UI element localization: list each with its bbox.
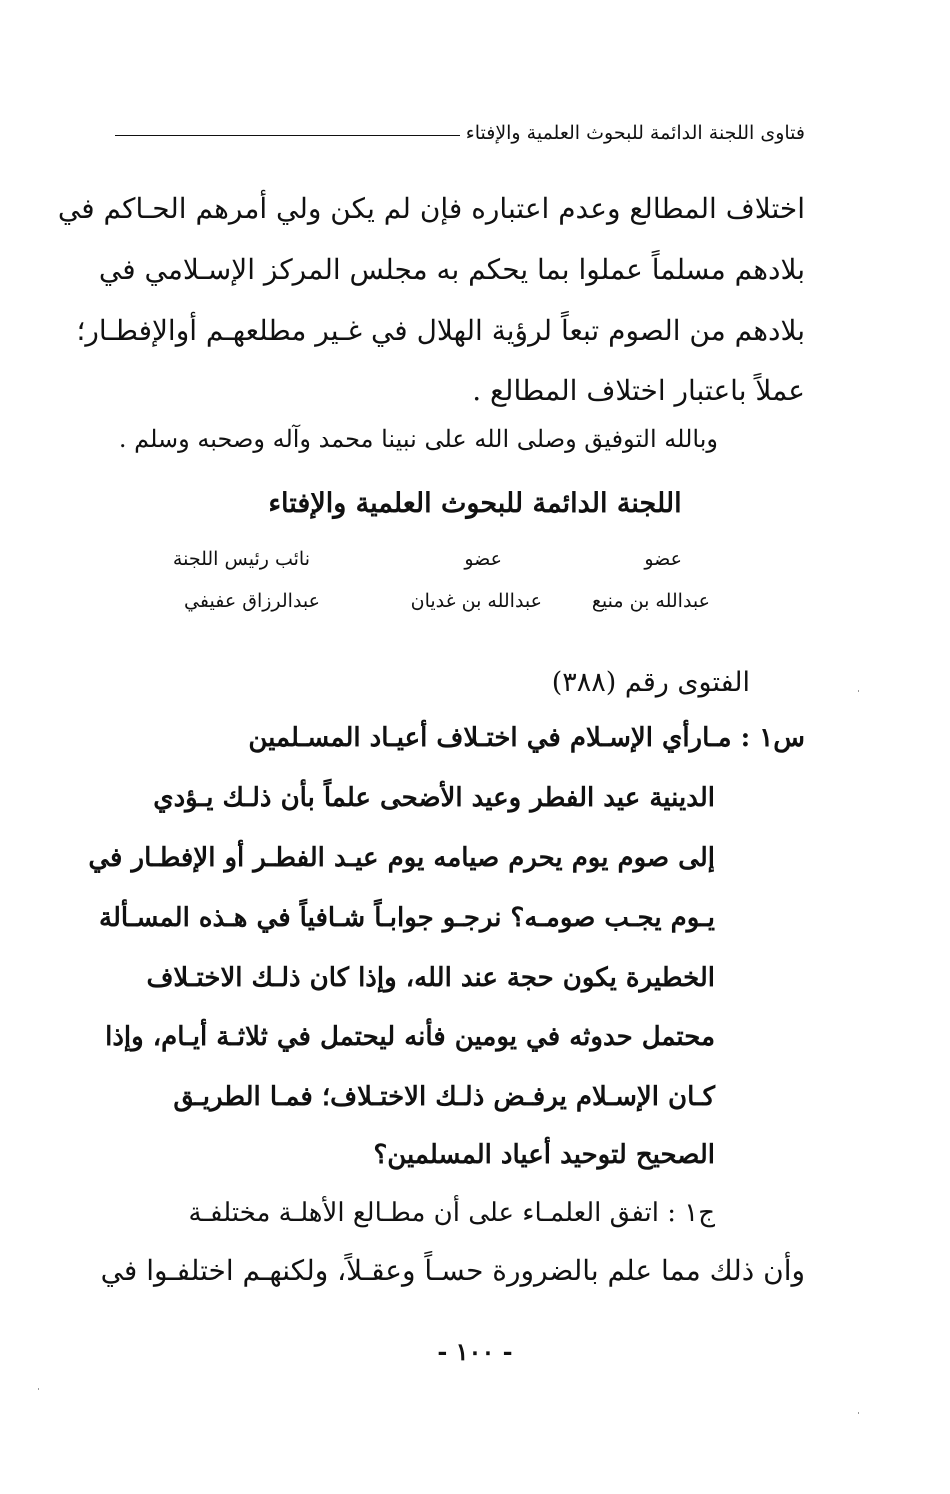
fatwa-number: الفتوى رقم (٣٨٨) (551, 667, 750, 698)
question-line-3: إلى صوم يوم يحرم صيامه يوم عيـد الفطـر أو الإفطـار في (88, 843, 715, 873)
continuation-line-1: اختلاف المطالع وعدم اعتباره فإن لم يكن ولي أمرهم الحـاكم في (57, 192, 805, 225)
member-role-3: نائب رئيس اللجنة (172, 548, 310, 570)
closing-formula: وبالله التوفيق وصلى الله على نبينا محمد وآله وصحبه وسلم . (118, 425, 718, 453)
page-number: - ١٠٠ - (437, 1337, 513, 1366)
scan-speck (858, 690, 859, 692)
committee-name: اللجنة الدائمة للبحوث العلمية والإفتاء (268, 488, 682, 519)
member-role-2: عضو (464, 548, 502, 570)
header-rule (115, 135, 460, 136)
question-line-5: الخطيرة يكون حجة عند الله، وإذا كان ذلـك الاختـلاف (146, 963, 715, 993)
member-name-1: عبدالله بن منيع (591, 590, 710, 612)
scan-speck (38, 1388, 39, 1390)
member-role-1: عضو (644, 548, 682, 570)
question-line-8: الصحيح لتوحيد أعياد المسلمين؟ (373, 1140, 715, 1170)
member-name-2: عبدالله بن غديان (410, 590, 542, 612)
running-title: فتاوى اللجنة الدائمة للبحوث العلمية والإفتاء (465, 122, 805, 144)
scan-speck (858, 1412, 859, 1414)
member-name-3: عبدالرزاق عفيفي (184, 590, 320, 612)
question-line-2: الدينية عيد الفطر وعيد الأضحى علماً بأن ذلـك يـؤدي (153, 783, 715, 813)
question-line-6: محتمل حدوثه في يومين فأنه ليحتمل في ثلاثـة أيـام، وإذا (105, 1022, 715, 1052)
answer-line-1: ج١ : اتفق العلمـاء على أن مطـالع الأهلـة مختلفـة (188, 1198, 715, 1228)
question-line-7: كـان الإسـلام يرفـض ذلـك الاختـلاف؛ فمـا الطريـق (173, 1082, 715, 1112)
running-header (115, 122, 805, 144)
continuation-line-3: بلادهم من الصوم تبعاً لرؤية الهلال في غـير مطلعهـم أوالإفطـار؛ (76, 314, 805, 347)
question-line-1: س١ : مـارأي الإسـلام في اختـلاف أعيـاد المسـلمين (248, 723, 805, 753)
answer-line-2: وأن ذلك مما علم بالضرورة حسـاً وعقـلاً، ولكنهـم اختلفـوا في (100, 1254, 805, 1287)
continuation-line-4: عملاً باعتبار اختلاف المطالع . (472, 374, 805, 407)
question-line-4: يـوم يجـب صومـه؟ نرجـو جوابـاً شـافياً في هـذه المسـألة (99, 903, 715, 933)
continuation-line-2: بلادهم مسلماً عملوا بما يحكم به مجلس المركز الإسـلامي في (98, 253, 805, 286)
